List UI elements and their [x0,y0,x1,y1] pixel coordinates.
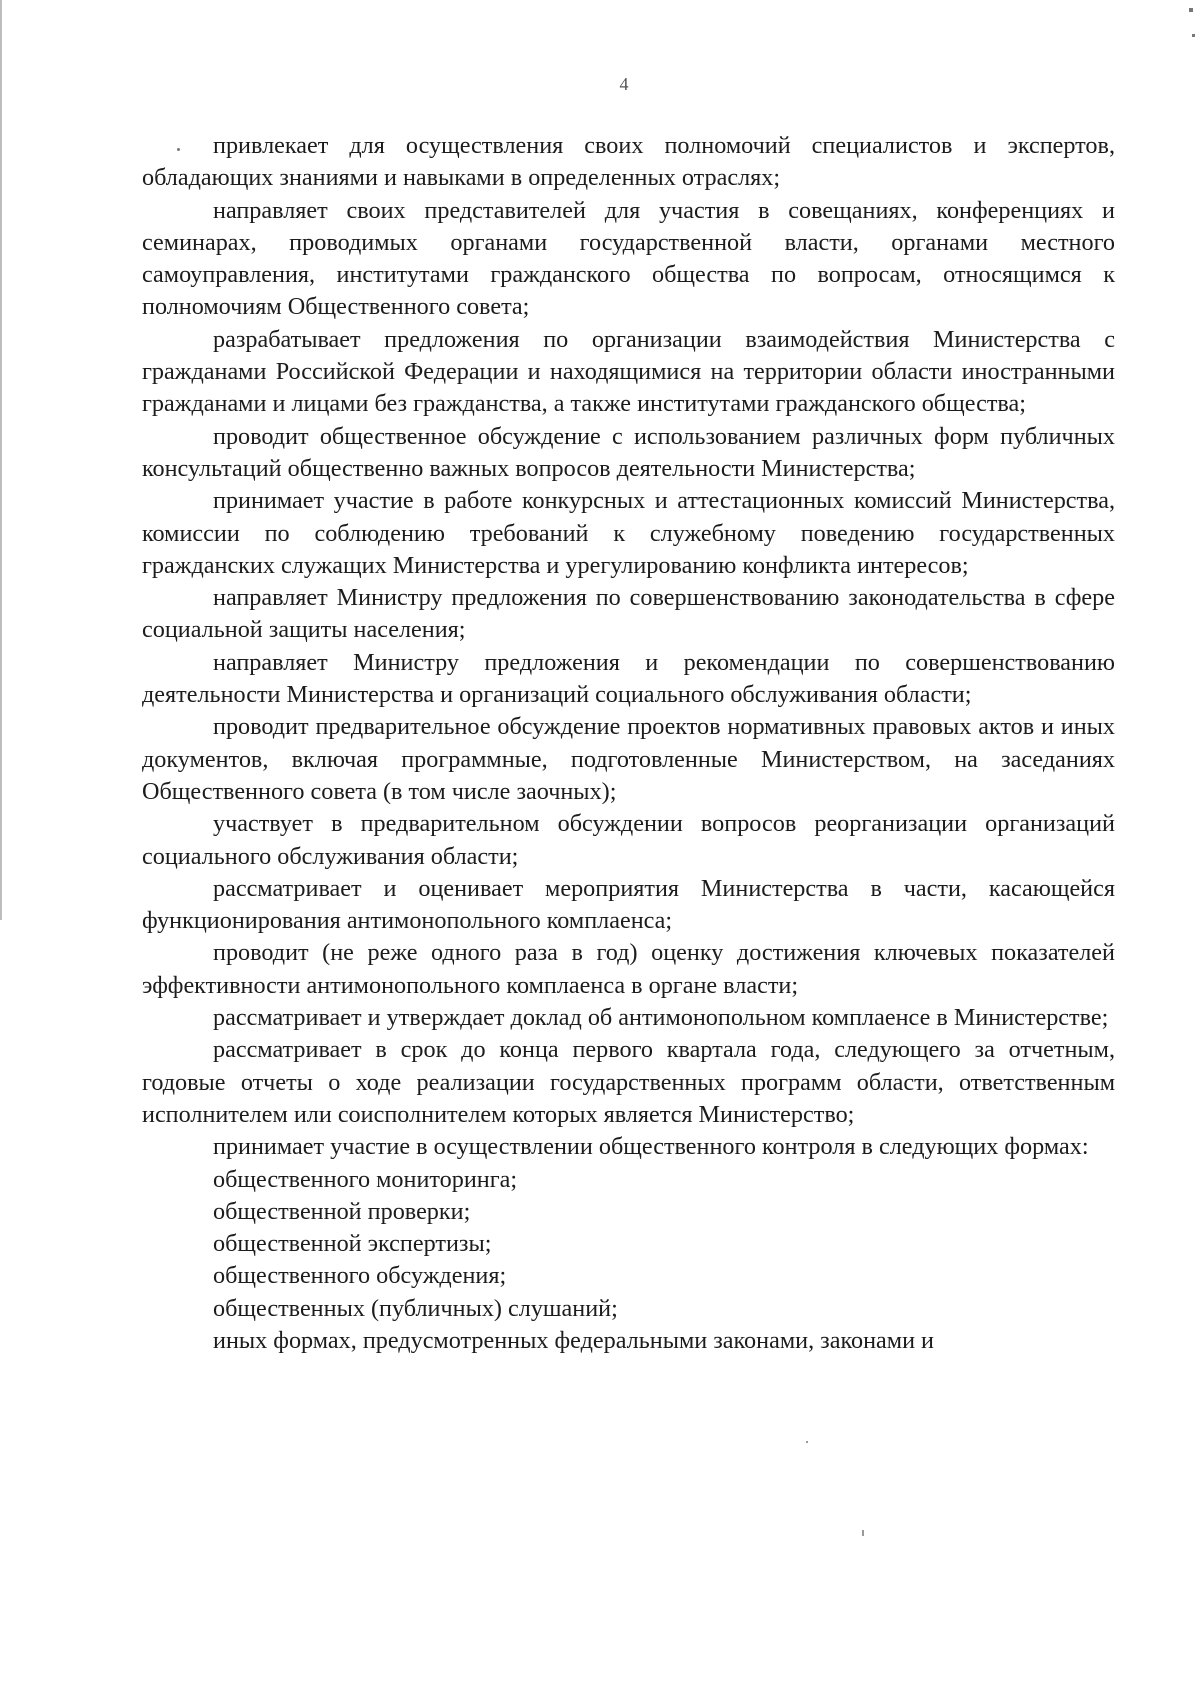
paragraph: принимает участие в осуществлении общественного контроля в следующих формах: [213,1133,1089,1161]
document-body [142,130,1115,1357]
scan-edge-shadow [0,0,2,920]
scan-speck [806,1441,808,1443]
paragraph: рассматривает в срок до конца первого квартала года, следующего за отчетным, годовые отчеты о ходе реализации государственных программ области, ответственным исполнителем или соисполнителем которых является Министерство; [142,1036,1115,1128]
paragraph: направляет Министру предложения по совершенствованию законодательства в сфере социальной защиты населения; [142,584,1115,644]
paragraph: проводит общественное обсуждение с использованием различных форм публичных консультаций общественно важных вопросов деятельности Министерства; [142,422,1115,482]
paragraph: участвует в предварительном обсуждении вопросов реорганизации организаций социального обслуживания области; [142,810,1115,870]
list-item: общественного мониторинга; [213,1165,518,1193]
paragraph: рассматривает и утверждает доклад об антимонопольном комплаенсе в Министерстве; [213,1004,1109,1032]
paragraph: проводит предварительное обсуждение проектов нормативных правовых актов и иных документов, включая программные, подготовленные Министерством, на заседаниях Общественного совета (в том числе заочных); [142,713,1115,805]
scan-speck [1189,8,1193,12]
list-item: общественной экспертизы; [213,1230,492,1258]
paragraph: направляет своих представителей для участия в совещаниях, конференциях и семинарах, проводимых органами государственной власти, органами местного самоуправления, институтами гражданского общества по вопросам, относящимся к полномочиям Общественного совета; [142,196,1115,321]
list-item: общественных (публичных) слушаний; [213,1294,618,1322]
page-number: 4 [619,74,629,94]
scan-speck [862,1530,864,1536]
paragraph: рассматривает и оценивает мероприятия Министерства в части, касающейся функционирования антимонопольного комплаенса; [142,874,1115,935]
paragraph: иных формах, предусмотренных федеральными законами, законами и [213,1326,935,1354]
list-item: общественного обсуждения; [213,1262,507,1290]
paragraph: направляет Министру предложения и рекомендации по совершенствованию деятельности Министерства и организаций социального обслуживания области; [142,648,1115,709]
paragraph: привлекает для осуществления своих полномочий специалистов и экспертов, обладающих знаниями и навыками в определенных отраслях; [142,132,1115,192]
paragraph: разрабатывает предложения по организации взаимодействия Министерства с гражданами Российской Федерации и находящимися на территории области иностранными гражданами и лицами без гражданства, а также институтами гражданского общества; [142,325,1115,418]
list-item: общественной проверки; [213,1197,471,1225]
paragraph: проводит (не реже одного раза в год) оценку достижения ключевых показателей эффективности антимонопольного комплаенса в органе власти; [142,939,1115,999]
scan-speck [1192,34,1195,37]
paragraph: принимает участие в работе конкурсных и аттестационных комиссий Министерства, комиссии по соблюдению требований к служебному поведению государственных гражданских служащих Министерства и урегулированию конфликта интересов; [142,487,1115,579]
